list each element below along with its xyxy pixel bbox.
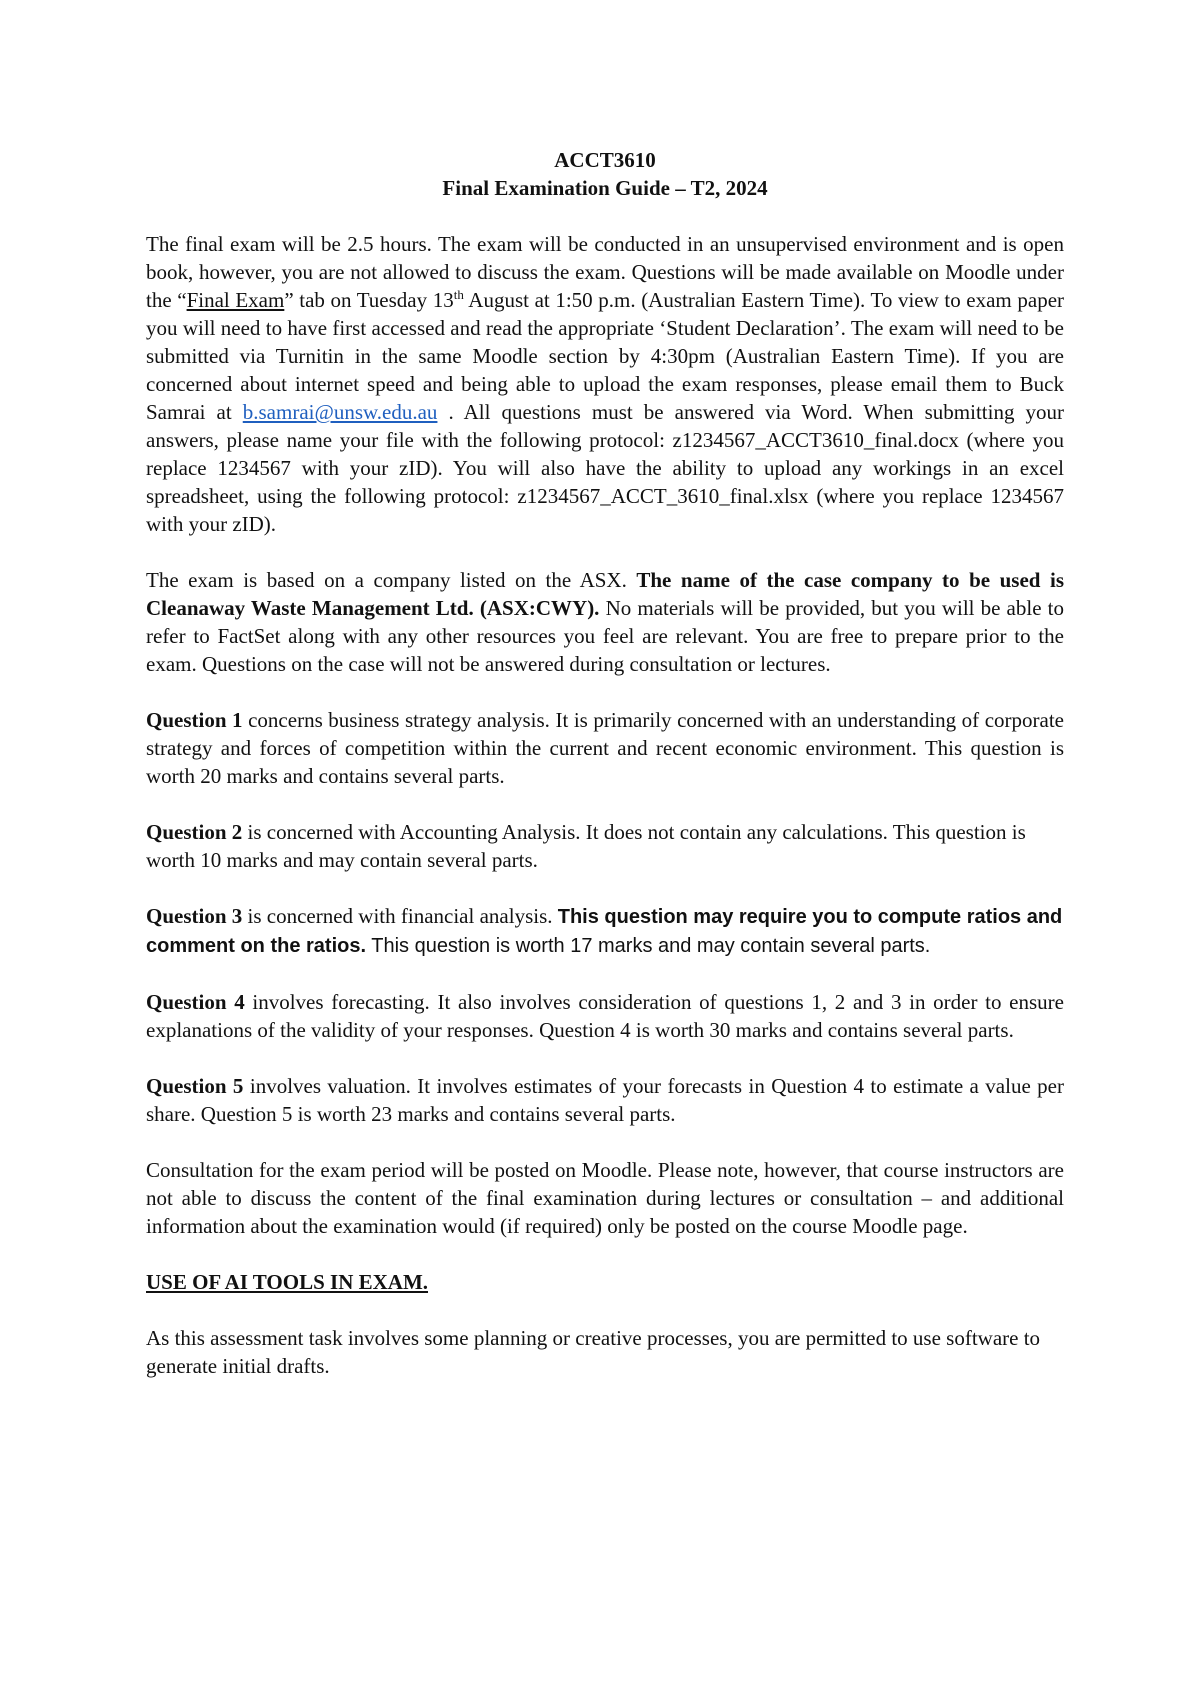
question-1-text: concerns business strategy analysis. It is primarily concerned with an understanding of corporate strategy and forces of competition within the current and recent economic environment. This question is worth 20 marks and contains several parts.: [146, 708, 1064, 788]
question-5-label: Question 5: [146, 1074, 244, 1098]
case-company-name: The name of the case company to be used is Cleanaway Waste Management Ltd. (ASX:CWY).: [146, 568, 1065, 620]
question-5-paragraph: [146, 1072, 1064, 1128]
ai-tools-heading: USE OF AI TOOLS IN EXAM.: [146, 1270, 429, 1294]
company-paragraph: [146, 566, 1064, 678]
question-2-text: is concerned with Accounting Analysis. It does not contain any calculations. This question is worth 10 marks and may contain several parts.: [146, 820, 1026, 872]
question-3-paragraph: [146, 902, 1064, 960]
question-5-text: involves valuation. It involves estimates of your forecasts in Question 4 to estimate a value per share. Question 5 is worth 23 marks and contains several parts.: [146, 1074, 1065, 1126]
question-1-label: Question 1: [146, 708, 243, 732]
course-code: ACCT3610: [554, 148, 656, 172]
question-2-paragraph: [146, 818, 1064, 874]
ai-tools-paragraph: As this assessment task involves some planning or creative processes, you are permitted to use software to generate initial drafts.: [146, 1326, 1041, 1378]
company-text-1: The exam is based on a company listed on the ASX.: [146, 568, 637, 592]
intro-paragraph: [146, 230, 1064, 538]
date-suffix: th: [453, 287, 464, 302]
question-4-text: involves forecasting. It also involves consideration of questions 1, 2 and 3 in order to ensure explanations of the validity of your responses. Question 4 is worth 30 marks and contains several parts.: [146, 990, 1064, 1042]
intro-text-2: ” tab on Tuesday 13: [284, 288, 454, 312]
question-3-label: Question 3: [146, 904, 243, 928]
question-2-label: Question 2: [146, 820, 243, 844]
final-exam-tab-name: Final Exam: [186, 288, 285, 312]
question-1-paragraph: [146, 706, 1064, 790]
question-3-text-b: This question is worth 17 marks and may contain several parts.: [366, 935, 931, 957]
guide-title: Final Examination Guide – T2, 2024: [442, 176, 768, 200]
question-3-text-a: is concerned with financial analysis.: [242, 904, 558, 928]
intro-text-1: The final exam will be 2.5 hours. The exam will be conducted in an unsupervised environment and is open book, however, you are not allowed to discuss the exam. Questions will be made available on Moodle under the “: [146, 232, 1064, 312]
question-4-paragraph: [146, 988, 1064, 1044]
email-link[interactable]: b.samrai@unsw.edu.au: [242, 400, 438, 424]
intro-text-3: August at 1:50 p.m. (Australian Eastern Time). To view to exam paper you will need to have first accessed and read the appropriate ‘Student Declaration’. The exam will need to be submitted via Turnitin in the same Moodle section by 4:30pm (Australian Eastern Time). If you are concerned about internet speed and being able to upload the exam responses, please email them to Buck Samrai at: [146, 288, 1065, 424]
intro-text-4: . All questions must be answered via Word. When submitting your answers, please name your file with the following protocol: z1234567_ACCT3610_final.docx (where you replace 1234567 with your zID). You will also have the ability to upload any workings in an excel spreadsheet, using the following protocol: z1234567_ACCT_3610_final.xlsx (where you replace 1234567 with your zID).: [146, 400, 1064, 536]
question-3-text-bold: This question may require you to compute ratios and comment on the ratios.: [146, 906, 1063, 957]
consultation-paragraph: Consultation for the exam period will be posted on Moodle. Please note, however, that course instructors are not able to discuss the content of the final examination during lectures or consultation – and additional information about the examination would (if required) only be posted on the course Moodle page.: [146, 1158, 1064, 1238]
company-text-2: No materials will be provided, but you will be able to refer to FactSet along with any other resources you feel are relevant. You are free to prepare prior to the exam. Questions on the case will not be answered during consultation or lectures.: [146, 596, 1065, 676]
question-4-label: Question 4: [146, 990, 245, 1014]
